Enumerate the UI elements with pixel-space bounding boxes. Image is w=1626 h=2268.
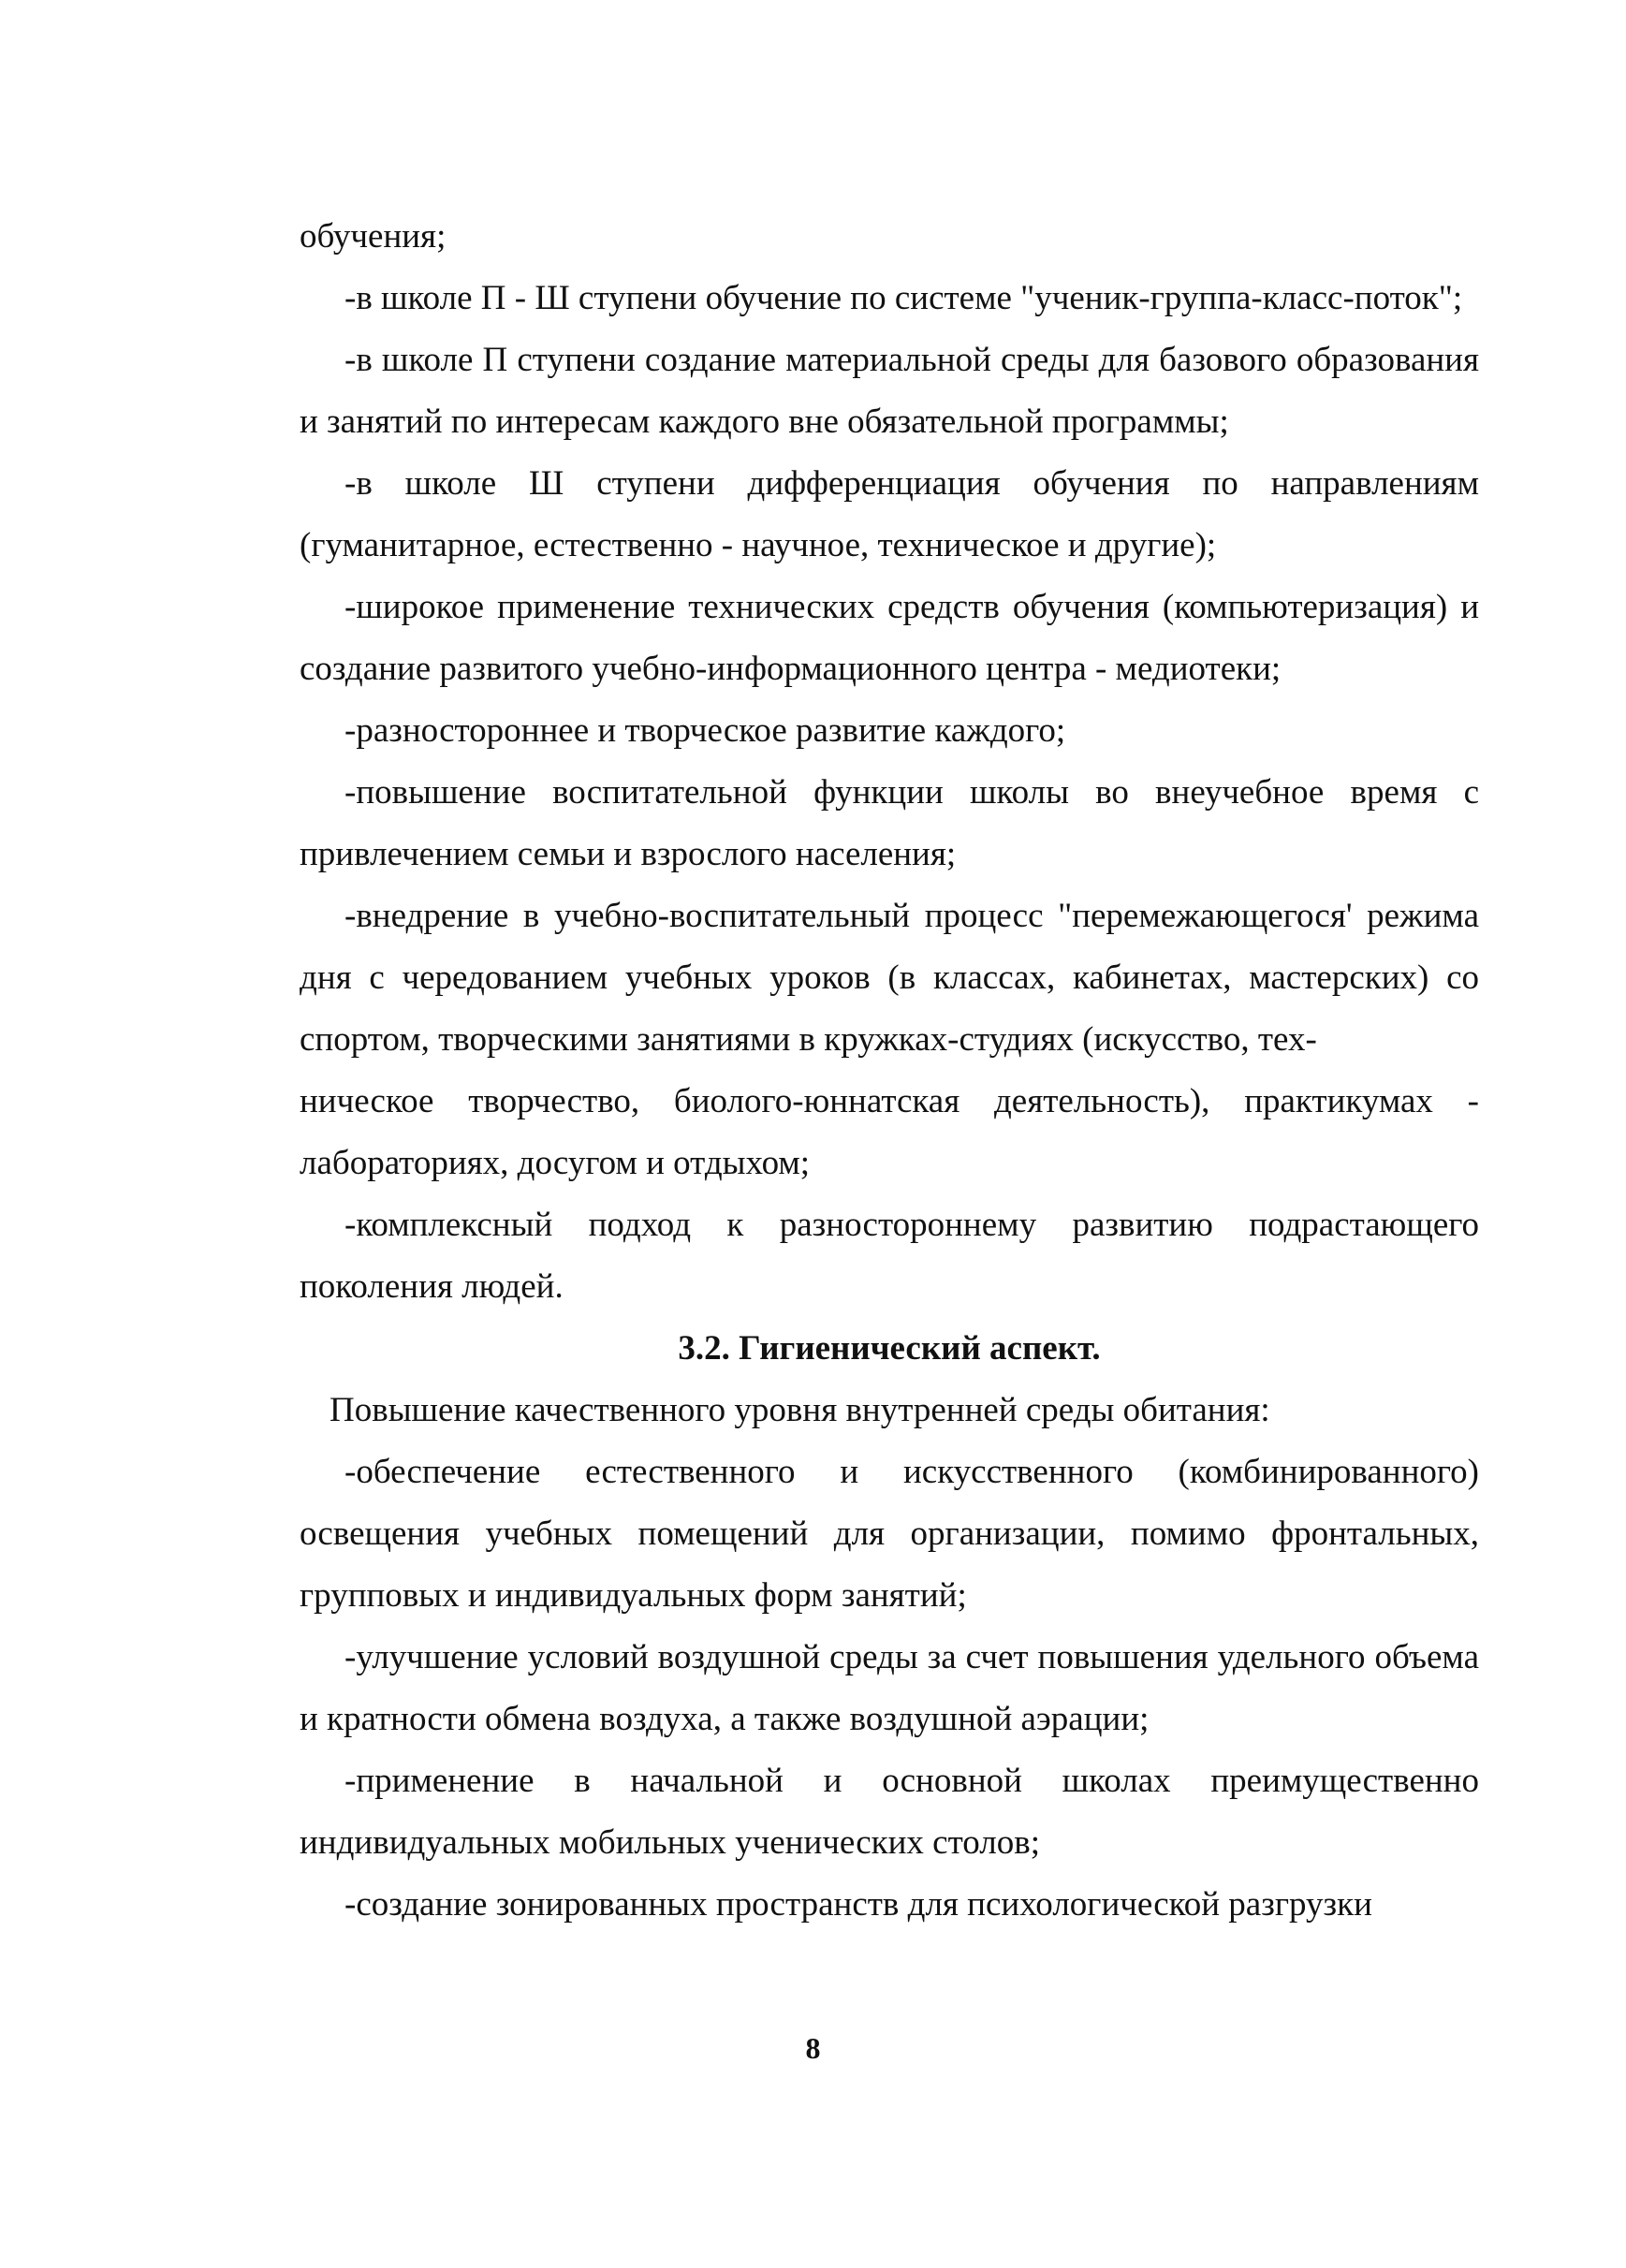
list-item-air: -улучшение условий воздушной среды за счет повышения удельного объема и кратности обмена воздуха, а также воздушной аэрации; [300, 1638, 1479, 1738]
section-intro: Повышение качественного уровня внутренней среды обитания: [330, 1391, 1270, 1429]
paragraph-continuation: обучения; [300, 217, 447, 256]
list-item-zones: -создание зонированных пространств для психологической разгрузки [344, 1885, 1372, 1924]
page-number: 8 [805, 2031, 821, 2065]
list-item-complex-approach: -комплексный подход к разностороннему развитию подрастающего поколения людей. [300, 1206, 1479, 1306]
body-text [300, 206, 1479, 1936]
list-item-day-regime: -внедрение в учебно-воспитательный процесс "перемежающегося' режима дня с чередованием учебных уроков (в классах, кабинетах, мастерских) со спортом, творческими занятиями в кружках-студиях (искусство, тех- [300, 897, 1479, 1059]
section-heading: 3.2. Гигиенический аспект. [678, 1329, 1101, 1368]
list-item-stages-system: -в школе П - Ш ступени обучение по системе "ученик-группа-класс-поток"; [344, 279, 1463, 317]
list-item-stage-three-differentiation: -в школе Ш ступени дифференциация обучения по направлениям (гуманитарное, естественно - научное, техническое и другие); [300, 464, 1479, 564]
list-item-lighting: -обеспечение естественного и искусственного (комбинированного) освещения учебных помещений для организации, помимо фронтальных, групповых и индивидуальных форм занятий; [300, 1453, 1479, 1615]
paragraph-continuation-creativity: ническое творчество, биолого-юннатская деятельность), практикумах - лабораториях, досугом и отдыхом; [300, 1082, 1479, 1182]
list-item-desks: -применение в начальной и основной школах преимущественно индивидуальных мобильных ученических столов; [300, 1762, 1479, 1862]
list-item-development: -разностороннее и творческое развитие каждого; [344, 711, 1066, 750]
list-item-technical-means: -широкое применение технических средств обучения (компьютеризация) и создание развитого учебно-информационного центра - медиотеки; [300, 588, 1479, 688]
list-item-upbringing: -повышение воспитательной функции школы во внеучебное время с привлечением семьи и взрослого населения; [300, 773, 1479, 873]
list-item-stage-two-environment: -в школе П ступени создание материальной среды для базового образования и занятий по интересам каждого вне обязательной программы; [300, 341, 1479, 441]
